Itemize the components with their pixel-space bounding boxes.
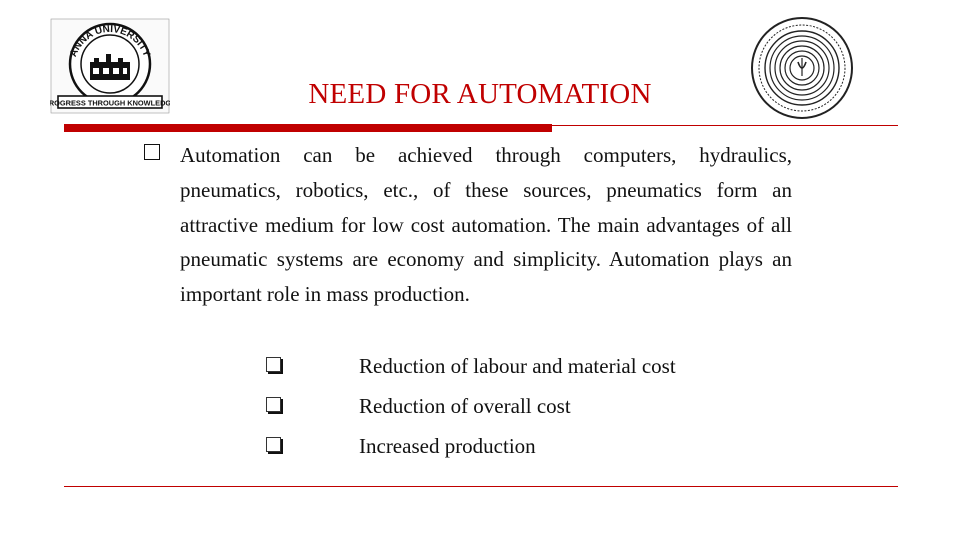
slide-title: NEED FOR AUTOMATION <box>308 78 652 110</box>
footer-rule <box>64 486 898 487</box>
logo-motto: PROGRESS THROUGH KNOWLEDGE <box>50 98 170 108</box>
checkbox-bullet-icon <box>266 357 281 372</box>
list-item-text: Reduction of labour and material cost <box>359 354 676 378</box>
body-paragraph: Automation can be achieved through computers, hydraulics, pneumatics, robotics, etc., of these sources, pneumatics form an attractive medium for low cost automation. The main advantages of all pneumatic systems are economy and simplicity. Automation plays an important role in mass production. <box>180 143 792 307</box>
university-emblem-icon <box>50 18 170 114</box>
bullet-box-icon <box>144 144 160 160</box>
logo-arc-text: ANNA UNIVERSITY <box>68 23 152 59</box>
list-item-text: Reduction of overall cost <box>359 394 571 418</box>
title-underline-thin <box>552 125 898 126</box>
checkbox-bullet-icon <box>266 437 281 452</box>
college-seal-icon <box>748 14 856 122</box>
checkbox-bullet-icon <box>266 397 281 412</box>
list-item-text: Increased production <box>359 434 536 458</box>
college-logo <box>748 14 856 122</box>
title-underline-thick <box>64 124 552 132</box>
university-logo <box>50 18 170 114</box>
